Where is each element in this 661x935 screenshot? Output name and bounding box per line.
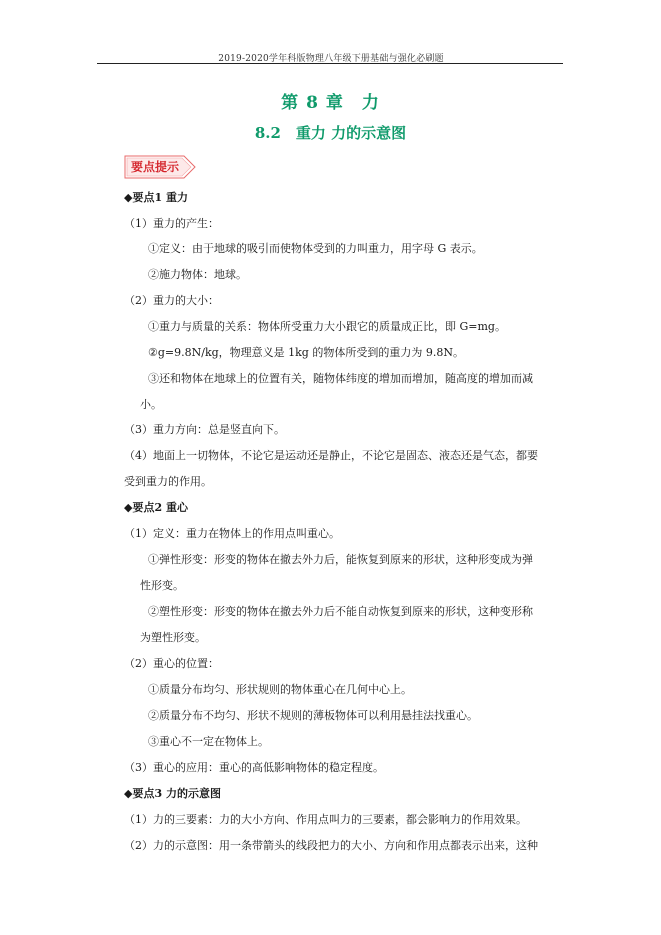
text-line: ①弹性形变：形变的物体在撤去外力后，能恢复到原来的形状，这种形变成为弹 (148, 553, 533, 566)
text-line: 受到重力的作用。 (124, 475, 212, 488)
page-header: 2019-2020学年科版物理八年级下册基础与强化必刷题 (218, 54, 444, 64)
section-title: 8.2 重力 力的示意图 (254, 124, 407, 142)
text-line: （2）力的示意图：用一条带箭头的线段把力的大小、方向和作用点都表示出来，这种 (124, 839, 538, 852)
text-line: ①质量分布均匀、形状规则的物体重心在几何中心上。 (148, 683, 412, 696)
header-rule (97, 63, 563, 64)
text-line: ①重力与质量的关系：物体所受重力大小跟它的质量成正比，即 G=mg。 (148, 320, 506, 333)
text-line: （2）重心的位置： (124, 657, 219, 670)
text-line: 小。 (140, 398, 162, 411)
text-line: （3）重心的应用：重心的高低影响物体的稳定程度。 (124, 761, 384, 774)
text-line: ②质量分布不均匀、形状不规则的薄板物体可以利用悬挂法找重心。 (148, 709, 478, 722)
text-line: 为塑性形变。 (140, 631, 206, 644)
text-line: （1）力的三要素：力的大小方向、作用点叫力的三要素，都会影响力的作用效果。 (124, 813, 527, 826)
text-line: 性形变。 (140, 579, 184, 592)
text-line: ②g=9.8N/kg，物理意义是 1kg 的物体所受到的重力为 9.8N。 (148, 346, 464, 359)
text-line: ②塑性形变：形变的物体在撤去外力后不能自动恢复到原来的形状，这种变形称 (148, 605, 533, 618)
text-line: ③重心不一定在物体上。 (148, 735, 269, 748)
key-point-heading: ◆要点2 重心 (124, 501, 188, 514)
text-line: （3）重力方向：总是竖直向下。 (124, 423, 285, 436)
text-line: （1）定义：重力在物体上的作用点叫重心。 (124, 527, 340, 540)
key-points-badge (124, 155, 194, 177)
badge-label: 要点提示 (131, 160, 180, 174)
chapter-title: 第 8 章 力 (281, 93, 380, 113)
text-line: ①定义：由于地球的吸引而使物体受到的力叫重力，用字母 G 表示。 (148, 242, 483, 255)
key-point-heading: ◆要点1 重力 (124, 191, 188, 204)
text-line: ③还和物体在地球上的位置有关，随物体纬度的增加而增加，随高度的增加而减 (148, 372, 533, 385)
text-line: （1）重力的产生： (124, 217, 219, 230)
text-line: （2）重力的大小： (124, 294, 219, 307)
text-line: ②施力物体：地球。 (148, 268, 247, 281)
text-line: （4）地面上一切物体，不论它是运动还是静止，不论它是固态、液态还是气态，都要 (124, 449, 538, 462)
key-point-heading: ◆要点3 力的示意图 (124, 787, 221, 800)
